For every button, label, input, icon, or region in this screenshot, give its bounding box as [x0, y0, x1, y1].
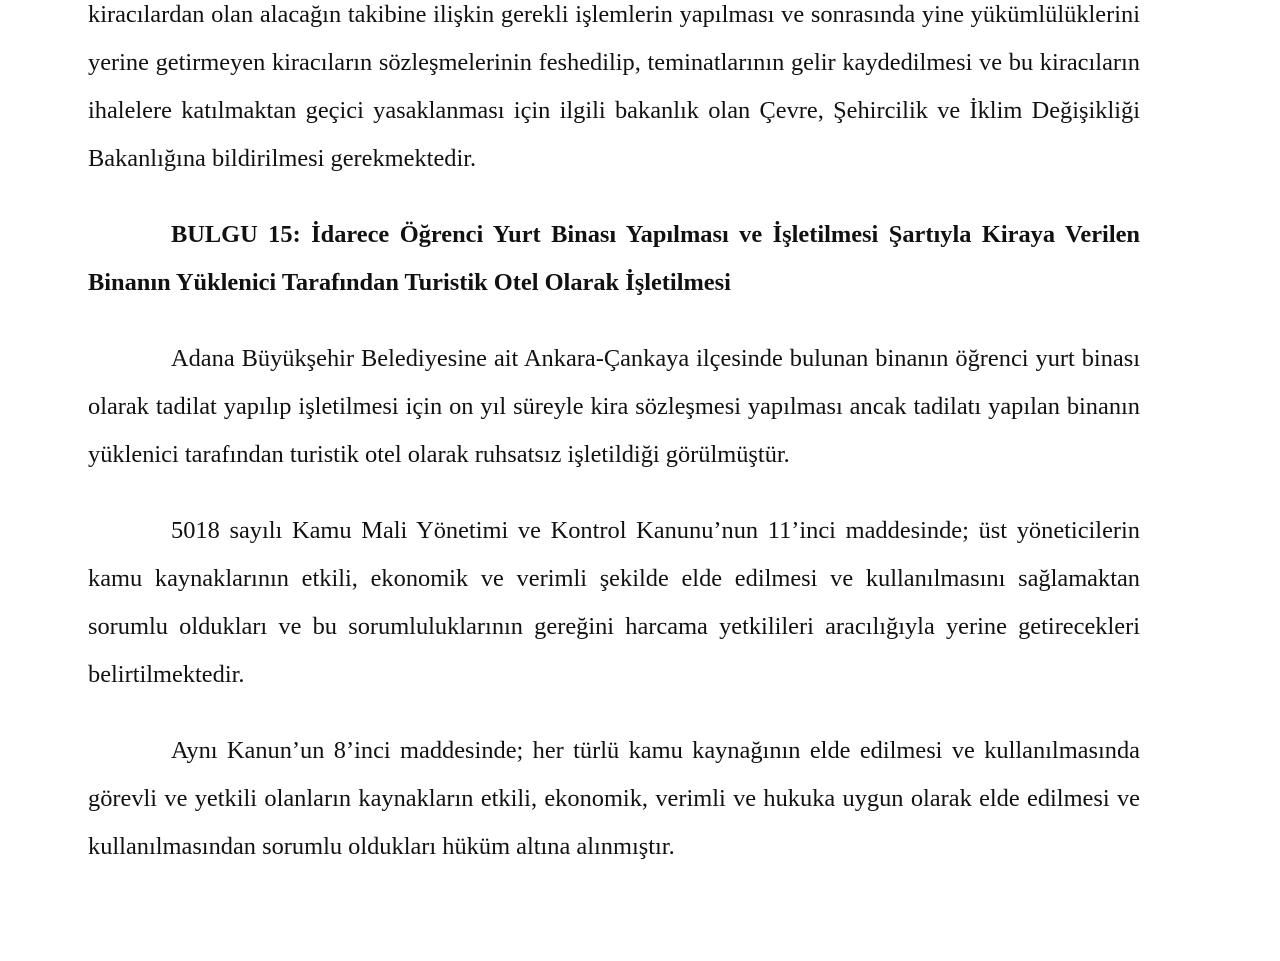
document-page: [88, 0, 1140, 871]
body-paragraph: Aynı Kanun’un 8’inci maddesinde; her türlü kamu kaynağının elde edilmesi ve kullanılmasında görevli ve yetkili olanların kaynakların etkili, ekonomik, verimli ve hukuka uygun olarak elde edilmesi ve kullanılmasından sorumlu oldukları hüküm altına alınmıştır.: [88, 737, 1140, 860]
paragraph-spacer: [88, 307, 1140, 335]
paragraph-spacer: [88, 699, 1140, 727]
paragraph-spacer: [88, 479, 1140, 507]
paragraph-spacer: [88, 183, 1140, 211]
body-paragraph: 5018 sayılı Kamu Mali Yönetimi ve Kontrol Kanunu’nun 11’inci maddesinde; üst yöneticilerin kamu kaynaklarının etkili, ekonomik ve verimli şekilde elde edilmesi ve kullanılmasını sağlamaktan sorumlu oldukları ve bu sorumluluklarının gereğini harcama yetkilileri aracılığıyla yerine getirecekleri belirtilmektedir.: [88, 517, 1140, 688]
continuation-paragraph: kiracılardan olan alacağın takibine ilişkin gerekli işlemlerin yapılması ve sonrasında yine yükümlülüklerini yerine getirmeyen kiracıların sözleşmelerinin feshedilip, teminatlarının gelir kaydedilmesi ve bu kiracıların ihalelere katılmaktan geçici yasaklanması için ilgili bakanlık olan Çevre, Şehircilik ve İklim Değişikliği Bakanlığına bildirilmesi gerekmektedir.: [88, 1, 1140, 172]
body-paragraph: Adana Büyükşehir Belediyesine ait Ankara-Çankaya ilçesinde bulunan binanın öğrenci yurt binası olarak tadilat yapılıp işletilmesi için on yıl süreyle kira sözleşmesi yapılması ancak tadilatı yapılan binanın yüklenici tarafından turistik otel olarak ruhsatsız işletildiği görülmüştür.: [88, 345, 1140, 468]
finding-heading: BULGU 15: İdarece Öğrenci Yurt Binası Yapılması ve İşletilmesi Şartıyla Kiraya Verilen Binanın Yüklenici Tarafından Turistik Otel Olarak İşletilmesi: [88, 221, 1140, 296]
